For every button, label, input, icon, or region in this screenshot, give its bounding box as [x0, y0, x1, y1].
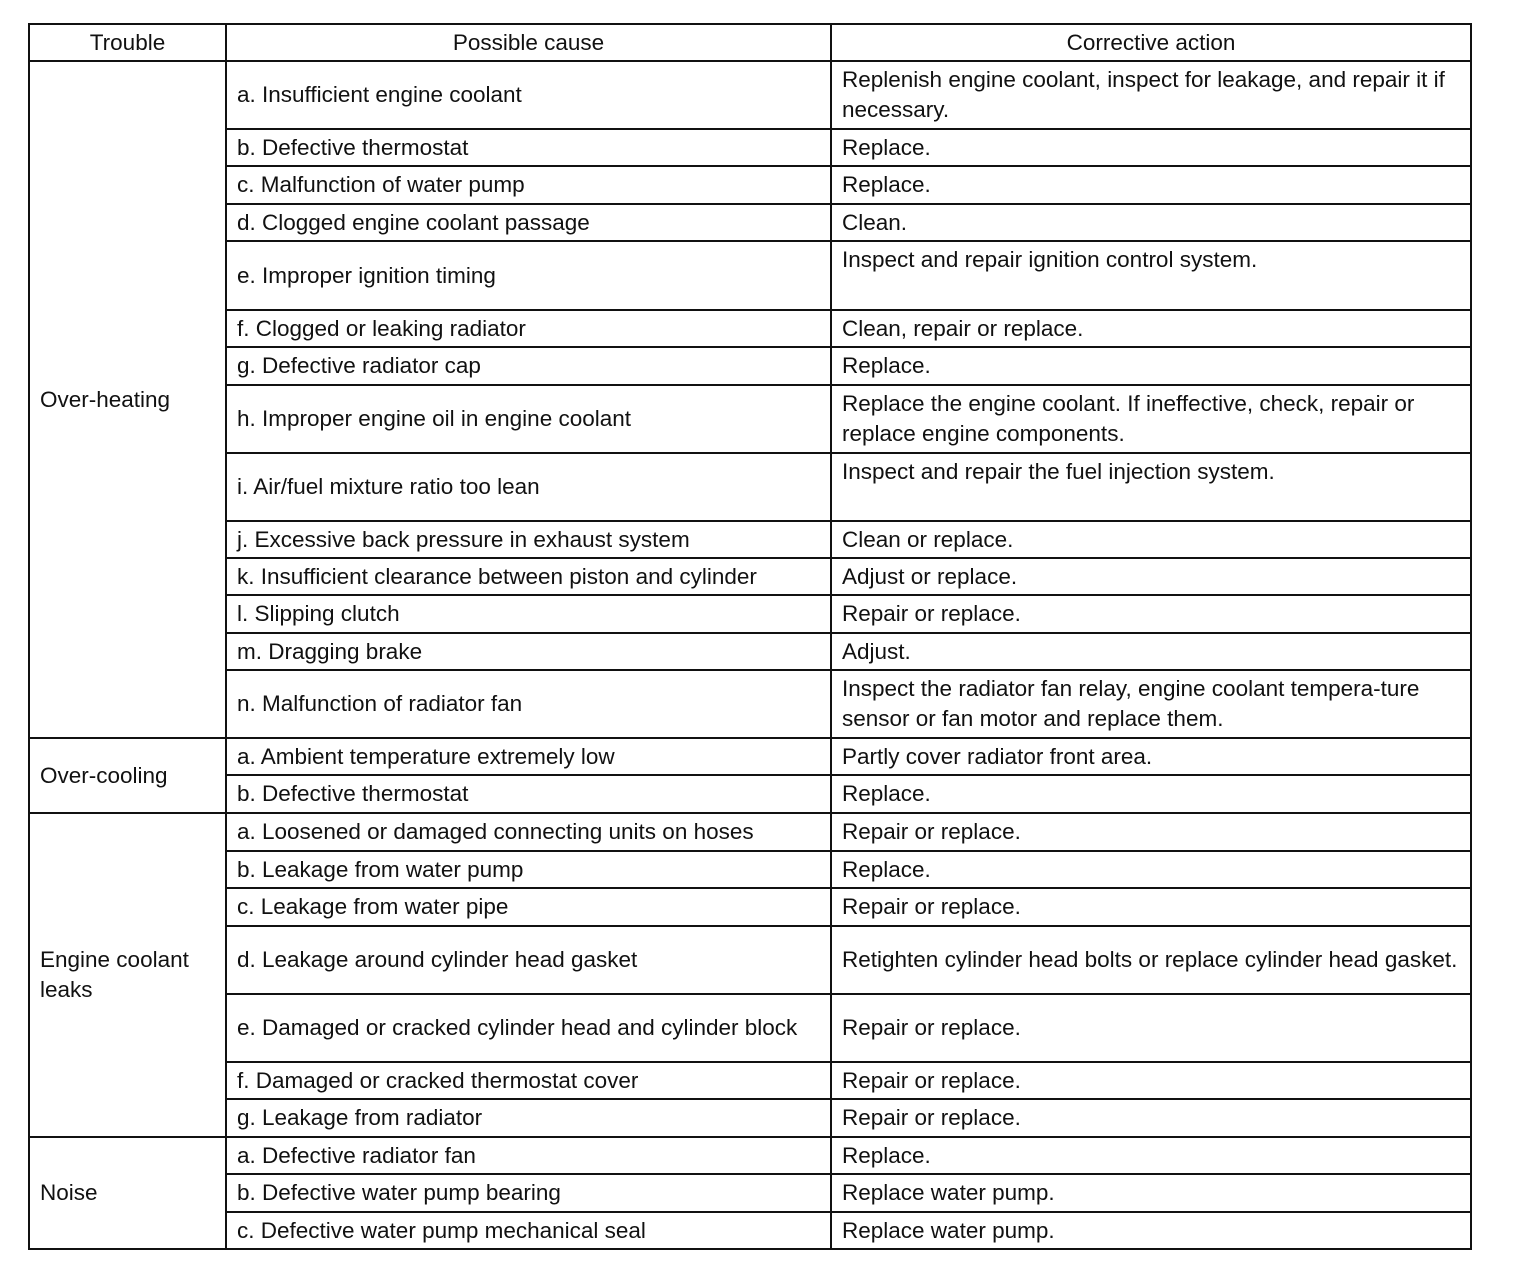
corrective-action-cell: Partly cover radiator front area.	[831, 738, 1471, 775]
table-row	[29, 453, 1471, 521]
table-row	[29, 670, 1471, 738]
table-row	[29, 1137, 1471, 1174]
possible-cause-cell: b. Defective thermostat	[226, 129, 831, 166]
table-row	[29, 558, 1471, 595]
possible-cause-cell: g. Leakage from radiator	[226, 1099, 831, 1137]
trouble-cell: Noise	[29, 1137, 226, 1249]
possible-cause-cell: b. Leakage from water pump	[226, 851, 831, 888]
possible-cause-cell: b. Defective water pump bearing	[226, 1174, 831, 1212]
corrective-action-cell: Replace water pump.	[831, 1212, 1471, 1249]
possible-cause-cell: n. Malfunction of radiator fan	[226, 670, 831, 738]
table-row	[29, 994, 1471, 1062]
possible-cause-cell: e. Improper ignition timing	[226, 241, 831, 310]
corrective-action-cell: Replace.	[831, 129, 1471, 166]
table-row	[29, 738, 1471, 775]
table-row	[29, 851, 1471, 888]
possible-cause-cell: c. Leakage from water pipe	[226, 888, 831, 926]
possible-cause-cell: i. Air/fuel mixture ratio too lean	[226, 453, 831, 521]
possible-cause-cell: a. Defective radiator fan	[226, 1137, 831, 1174]
table-row	[29, 385, 1471, 453]
corrective-action-cell: Replace.	[831, 1137, 1471, 1174]
corrective-action-cell: Repair or replace.	[831, 888, 1471, 926]
corrective-action-cell: Inspect and repair the fuel injection system.	[831, 453, 1471, 521]
table-row	[29, 1212, 1471, 1249]
possible-cause-cell: f. Clogged or leaking radiator	[226, 310, 831, 347]
corrective-action-cell: Adjust.	[831, 633, 1471, 670]
corrective-action-cell: Inspect and repair ignition control system.	[831, 241, 1471, 310]
corrective-action-cell: Repair or replace.	[831, 813, 1471, 851]
corrective-action-cell: Replace water pump.	[831, 1174, 1471, 1212]
corrective-action-cell: Repair or replace.	[831, 1062, 1471, 1099]
corrective-action-cell: Clean or replace.	[831, 521, 1471, 558]
possible-cause-cell: c. Defective water pump mechanical seal	[226, 1212, 831, 1249]
corrective-action-cell: Replace.	[831, 775, 1471, 813]
possible-cause-cell: b. Defective thermostat	[226, 775, 831, 813]
possible-cause-cell: a. Ambient temperature extremely low	[226, 738, 831, 775]
possible-cause-cell: l. Slipping clutch	[226, 595, 831, 633]
corrective-action-cell: Adjust or replace.	[831, 558, 1471, 595]
table-row	[29, 1099, 1471, 1137]
table-row	[29, 775, 1471, 813]
table-row	[29, 521, 1471, 558]
corrective-action-cell: Clean, repair or replace.	[831, 310, 1471, 347]
possible-cause-cell: a. Loosened or damaged connecting units on hoses	[226, 813, 831, 851]
table-body	[29, 61, 1471, 1249]
table-row	[29, 888, 1471, 926]
table-row	[29, 166, 1471, 204]
table-row	[29, 347, 1471, 385]
corrective-action-cell: Replace.	[831, 851, 1471, 888]
possible-cause-cell: g. Defective radiator cap	[226, 347, 831, 385]
corrective-action-cell: Repair or replace.	[831, 994, 1471, 1062]
table-row	[29, 1174, 1471, 1212]
table-row	[29, 595, 1471, 633]
possible-cause-cell: d. Leakage around cylinder head gasket	[226, 926, 831, 994]
possible-cause-cell: a. Insufficient engine coolant	[226, 61, 831, 129]
corrective-action-cell: Repair or replace.	[831, 595, 1471, 633]
corrective-action-cell: Replace the engine coolant. If ineffective, check, repair or replace engine components.	[831, 385, 1471, 453]
table-row	[29, 310, 1471, 347]
corrective-action-cell: Repair or replace.	[831, 1099, 1471, 1137]
trouble-cell: Over-cooling	[29, 738, 226, 813]
table-row	[29, 61, 1471, 129]
table-row	[29, 813, 1471, 851]
header-possible-cause: Possible cause	[226, 24, 831, 61]
possible-cause-cell: j. Excessive back pressure in exhaust system	[226, 521, 831, 558]
corrective-action-cell: Replace.	[831, 347, 1471, 385]
header-row	[29, 24, 1471, 61]
possible-cause-cell: h. Improper engine oil in engine coolant	[226, 385, 831, 453]
possible-cause-cell: m. Dragging brake	[226, 633, 831, 670]
table-row	[29, 926, 1471, 994]
troubleshooting-table	[28, 23, 1472, 1250]
header-trouble: Trouble	[29, 24, 226, 61]
table-row	[29, 241, 1471, 310]
possible-cause-cell: c. Malfunction of water pump	[226, 166, 831, 204]
table-row	[29, 129, 1471, 166]
header-corrective-action: Corrective action	[831, 24, 1471, 61]
table-row	[29, 633, 1471, 670]
corrective-action-cell: Clean.	[831, 204, 1471, 241]
corrective-action-cell: Replace.	[831, 166, 1471, 204]
table-header	[29, 24, 1471, 61]
corrective-action-cell: Retighten cylinder head bolts or replace cylinder head gasket.	[831, 926, 1471, 994]
possible-cause-cell: f. Damaged or cracked thermostat cover	[226, 1062, 831, 1099]
corrective-action-cell: Inspect the radiator fan relay, engine coolant tempera-ture sensor or fan motor and replace them.	[831, 670, 1471, 738]
trouble-cell: Engine coolant leaks	[29, 813, 226, 1137]
corrective-action-cell: Replenish engine coolant, inspect for leakage, and repair it if necessary.	[831, 61, 1471, 129]
table-row	[29, 204, 1471, 241]
possible-cause-cell: e. Damaged or cracked cylinder head and cylinder block	[226, 994, 831, 1062]
table-row	[29, 1062, 1471, 1099]
possible-cause-cell: k. Insufficient clearance between piston and cylinder	[226, 558, 831, 595]
trouble-cell: Over-heating	[29, 61, 226, 738]
possible-cause-cell: d. Clogged engine coolant passage	[226, 204, 831, 241]
